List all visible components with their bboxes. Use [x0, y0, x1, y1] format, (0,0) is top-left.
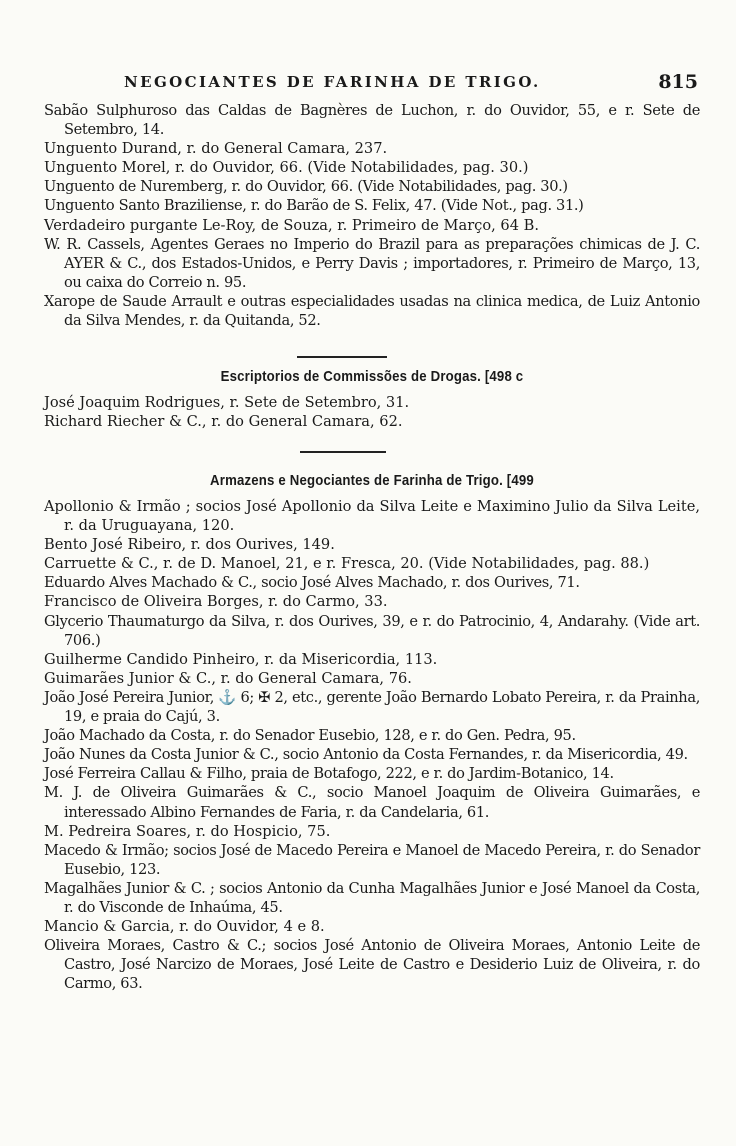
list-item: Oliveira Moraes, Castro & C.; socios José Antonio de Oliveira Moraes, Antonio Leite de Castro, José Narcizo de Moraes, José Leite de Castro e Desiderio Luiz de Oliveira, r. do Carmo, 63.	[44, 937, 700, 993]
list-item: Xarope de Saude Arrault e outras especialidades usadas na clinica medica, de Luiz Antonio da Silva Mendes, r. da Quitanda, 52.	[44, 292, 700, 330]
list-item: Sabão Sulphuroso das Caldas de Bagnères de Luchon, r. do Ouvidor, 55, e r. Sete de Setembro, 14.	[44, 102, 700, 139]
list-item: Eduardo Alves Machado & C., socio José Alves Machado, r. dos Ourives, 71.	[44, 574, 580, 592]
list-item: W. R. Cassels, Agentes Geraes no Imperio do Brazil para as preparações chimicas de J. C. AYER & C., dos Estados-Unidos, e Perry Davis ; importadores, r. Primeiro de Março, 13, ou caixa do Correio n. 95.	[44, 235, 700, 291]
list-item: Unguento de Nuremberg, r. do Ouvidor, 66. (Vide Notabilidades, pag. 30.)	[44, 178, 568, 196]
list-item: M. Pedreira Soares, r. do Hospicio, 75.	[44, 822, 331, 840]
list-item: Unguento Durand, r. do General Camara, 237.	[44, 140, 388, 158]
list-item: Unguento Santo Braziliense, r. do Barão de S. Felix, 47. (Vide Not., pag. 31.)	[44, 197, 584, 215]
page-header	[46, 73, 698, 97]
page-number: 815	[658, 71, 698, 93]
continuation-list	[44, 101, 700, 330]
list-item: Guimarães Junior & C., r. do General Camara, 76.	[44, 669, 412, 687]
list-item: João José Pereira Junior, ⚓ 6; ✠ 2, etc., gerente João Bernardo Lobato Pereira, r. da Prainha, 19, e praia do Cajú, 3.	[44, 688, 700, 726]
list-item: Guilherme Candido Pinheiro, r. da Misericordia, 113.	[44, 650, 438, 668]
section-flour-merchants	[44, 472, 700, 993]
section-heading: Escriptorios de Commissões de Drogas. [498 c	[220, 368, 524, 385]
list-item: Apollonio & Irmão ; socios José Apollonio da Silva Leite e Maximino Julio da Silva Leite, r. da Uruguayana, 120.	[44, 498, 700, 535]
list-item: Glycerio Thaumaturgo da Silva, r. dos Ourives, 39, e r. do Patrocinio, 4, Andarahy. (Vide art. 706.)	[44, 612, 700, 649]
list-item: Unguento Morel, r. do Ouvidor, 66. (Vide Notabilidades, pag. 30.)	[44, 159, 529, 177]
list-item: Bento José Ribeiro, r. dos Ourives, 149.	[44, 536, 335, 554]
list-item: Mancio & Garcia, r. do Ouvidor, 4 e 8.	[44, 918, 325, 936]
list-item: Verdadeiro purgante Le-Roy, de Souza, r. Primeiro de Março, 64 B.	[44, 216, 539, 234]
list-item: Richard Riecher & C., r. do General Camara, 62.	[44, 413, 403, 431]
section-divider	[297, 356, 387, 358]
list-item: João Machado da Costa, r. do Senador Eusebio, 128, e r. do Gen. Pedra, 95.	[44, 727, 576, 745]
section-heading: Armazens e Negociantes de Farinha de Trigo. [499	[210, 472, 534, 489]
section-divider	[300, 451, 386, 453]
list-item: M. J. de Oliveira Guimarães & C., socio Manoel Joaquim de Oliveira Guimarães, e interessado Albino Fernandes de Faria, r. da Candelaria, 61.	[44, 784, 700, 821]
list-item: José Ferreira Callau & Filho, praia de Botafogo, 222, e r. do Jardim-Botanico, 14.	[44, 765, 614, 783]
list-item: Macedo & Irmão; socios José de Macedo Pereira e Manoel de Macedo Pereira, r. do Senador Eusebio, 123.	[44, 841, 700, 878]
running-title: NEGOCIANTES DE FARINHA DE TRIGO.	[124, 73, 541, 91]
list-item: José Joaquim Rodrigues, r. Sete de Setembro, 31.	[44, 394, 410, 411]
list-item: Carruette & C., r. de D. Manoel, 21, e r. Fresca, 20. (Vide Notabilidades, pag. 88.)	[44, 555, 650, 573]
list-item: João Nunes da Costa Junior & C., socio Antonio da Costa Fernandes, r. da Misericordia, 49.	[44, 746, 688, 764]
section-drug-commission-offices	[44, 368, 700, 431]
list-item: Francisco de Oliveira Borges, r. do Carmo, 33.	[44, 593, 388, 611]
list-item: Magalhães Junior & C. ; socios Antonio da Cunha Magalhães Junior e José Manoel da Costa, r. do Visconde de Inhaúma, 45.	[44, 879, 700, 916]
